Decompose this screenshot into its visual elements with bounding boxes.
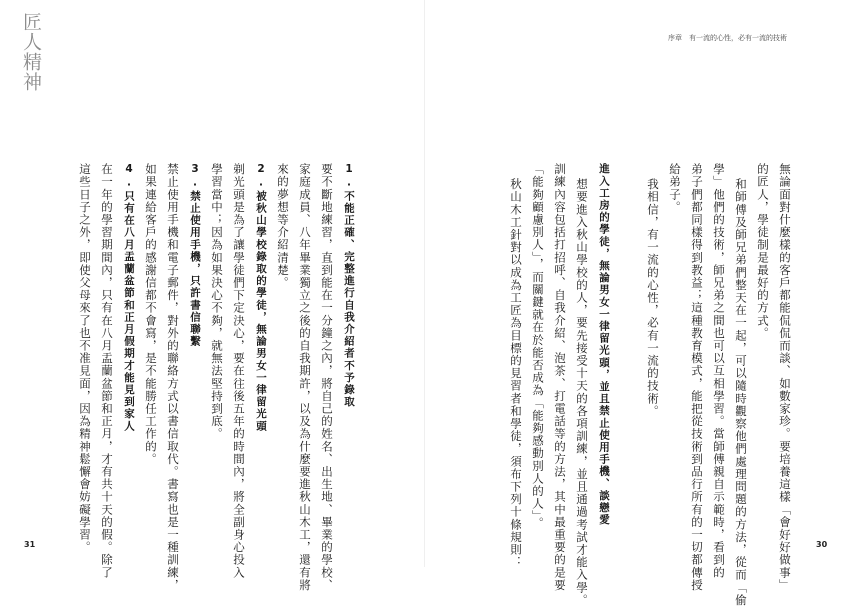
lp-rule-4-heading: 4.只有在八月盂蘭盆節和正月假期才能見到家人 bbox=[123, 163, 135, 433]
lp-col-7: 學習當中；因為如果決心不夠，就無法堅持到底。 bbox=[210, 163, 224, 441]
lp-col-10: 如果連給客戶的感謝信都不會寫，是不能勝任工作的。 bbox=[144, 163, 158, 466]
lp-col-2: 要不斷地練習，直到能在一分鐘之內，將自己的姓名、出生地、畢業的學校、 bbox=[320, 163, 334, 592]
rp-col-6: 給弟子。 bbox=[668, 163, 682, 214]
lp-col-4: 來的夢想等介紹清楚。 bbox=[276, 163, 290, 289]
rp-col-3: 和師傅及師兄弟們整天在一起，可以隨時觀察他們處理問題的方法，從而「偷 bbox=[734, 178, 748, 606]
chapter-header: 序章 有一流的心性，必有一流的技術 bbox=[668, 34, 787, 42]
lp-col-3: 家庭成員、八年畢業獨立之後的自我期許，以及為什麼要進秋山木工，還有將 bbox=[298, 163, 312, 592]
rp-col-1: 無論面對什麼樣的客戶都能侃侃而談、如數家珍。要培養這樣「會好好做事」 bbox=[778, 163, 792, 592]
lp-col-6: 剃光頭是為了讓學徒們下定決心，要在往後五年的時間內，將全副身心投入 bbox=[232, 163, 246, 579]
rp-col-11: 「能夠顧慮別人」，而關鍵就在於能否成為「能夠感動別人的人」。 bbox=[531, 163, 545, 530]
lp-rule-3-heading: 3.禁止使用手機，只許書信聯繫 bbox=[189, 163, 201, 348]
lp-rule-1-heading: 1.不能正確、完整進行自我介紹者不予錄取 bbox=[343, 163, 355, 408]
rp-col-9: 想要進入秋山學校的人，要先接受十天的各項訓練，並且通過考試才能入學。 bbox=[575, 178, 589, 606]
page-number-right: 30 bbox=[816, 540, 828, 549]
rp-col-10: 訓練內容包括打招呼、自我介紹、泡茶、打電話等的方法，其中最重要的是要 bbox=[553, 163, 567, 592]
rp-col-2: 的匠人，學徒制是最好的方式。 bbox=[756, 163, 770, 340]
rp-heading: 進入工房的學徒，無論男女一律留光頭，並且禁止使用手機、談戀愛 bbox=[598, 163, 610, 526]
book-gutter bbox=[424, 0, 425, 567]
rp-col-12: 秋山木工針對以成為工匠為目標的見習者和學徒，須布下列十條規則： bbox=[509, 178, 523, 569]
rp-col-7: 我相信，有一流的心性，必有一流的技術。 bbox=[646, 178, 660, 418]
book-logo: 匠人精神 bbox=[20, 12, 42, 92]
page-number-left: 31 bbox=[24, 540, 36, 549]
lp-rule-2-heading: 2.被秋山學校錄取的學徒，無論男女一律留光頭 bbox=[255, 163, 267, 433]
rp-col-4: 學」他們的技術，師兄弟之間也可以互相學習。當師傅親自示範時，看到的 bbox=[712, 163, 726, 579]
lp-col-12: 在一年的學習期間內，只有在八月盂蘭盆節和正月，才有共十天的假。除了 bbox=[100, 163, 114, 579]
lp-col-9: 禁止使用手機和電子郵件，對外的聯絡方式以書信取代。書寫也是一種訓練， bbox=[166, 163, 180, 592]
rp-col-5: 弟子們都同樣得到教益；這種教育模式，能把從技術到品行所有的一切都傳授 bbox=[690, 163, 704, 592]
lp-col-13: 這些日子之外，即使父母來了也不准見面，因為精神鬆懈會妨礙學習。 bbox=[78, 163, 92, 554]
